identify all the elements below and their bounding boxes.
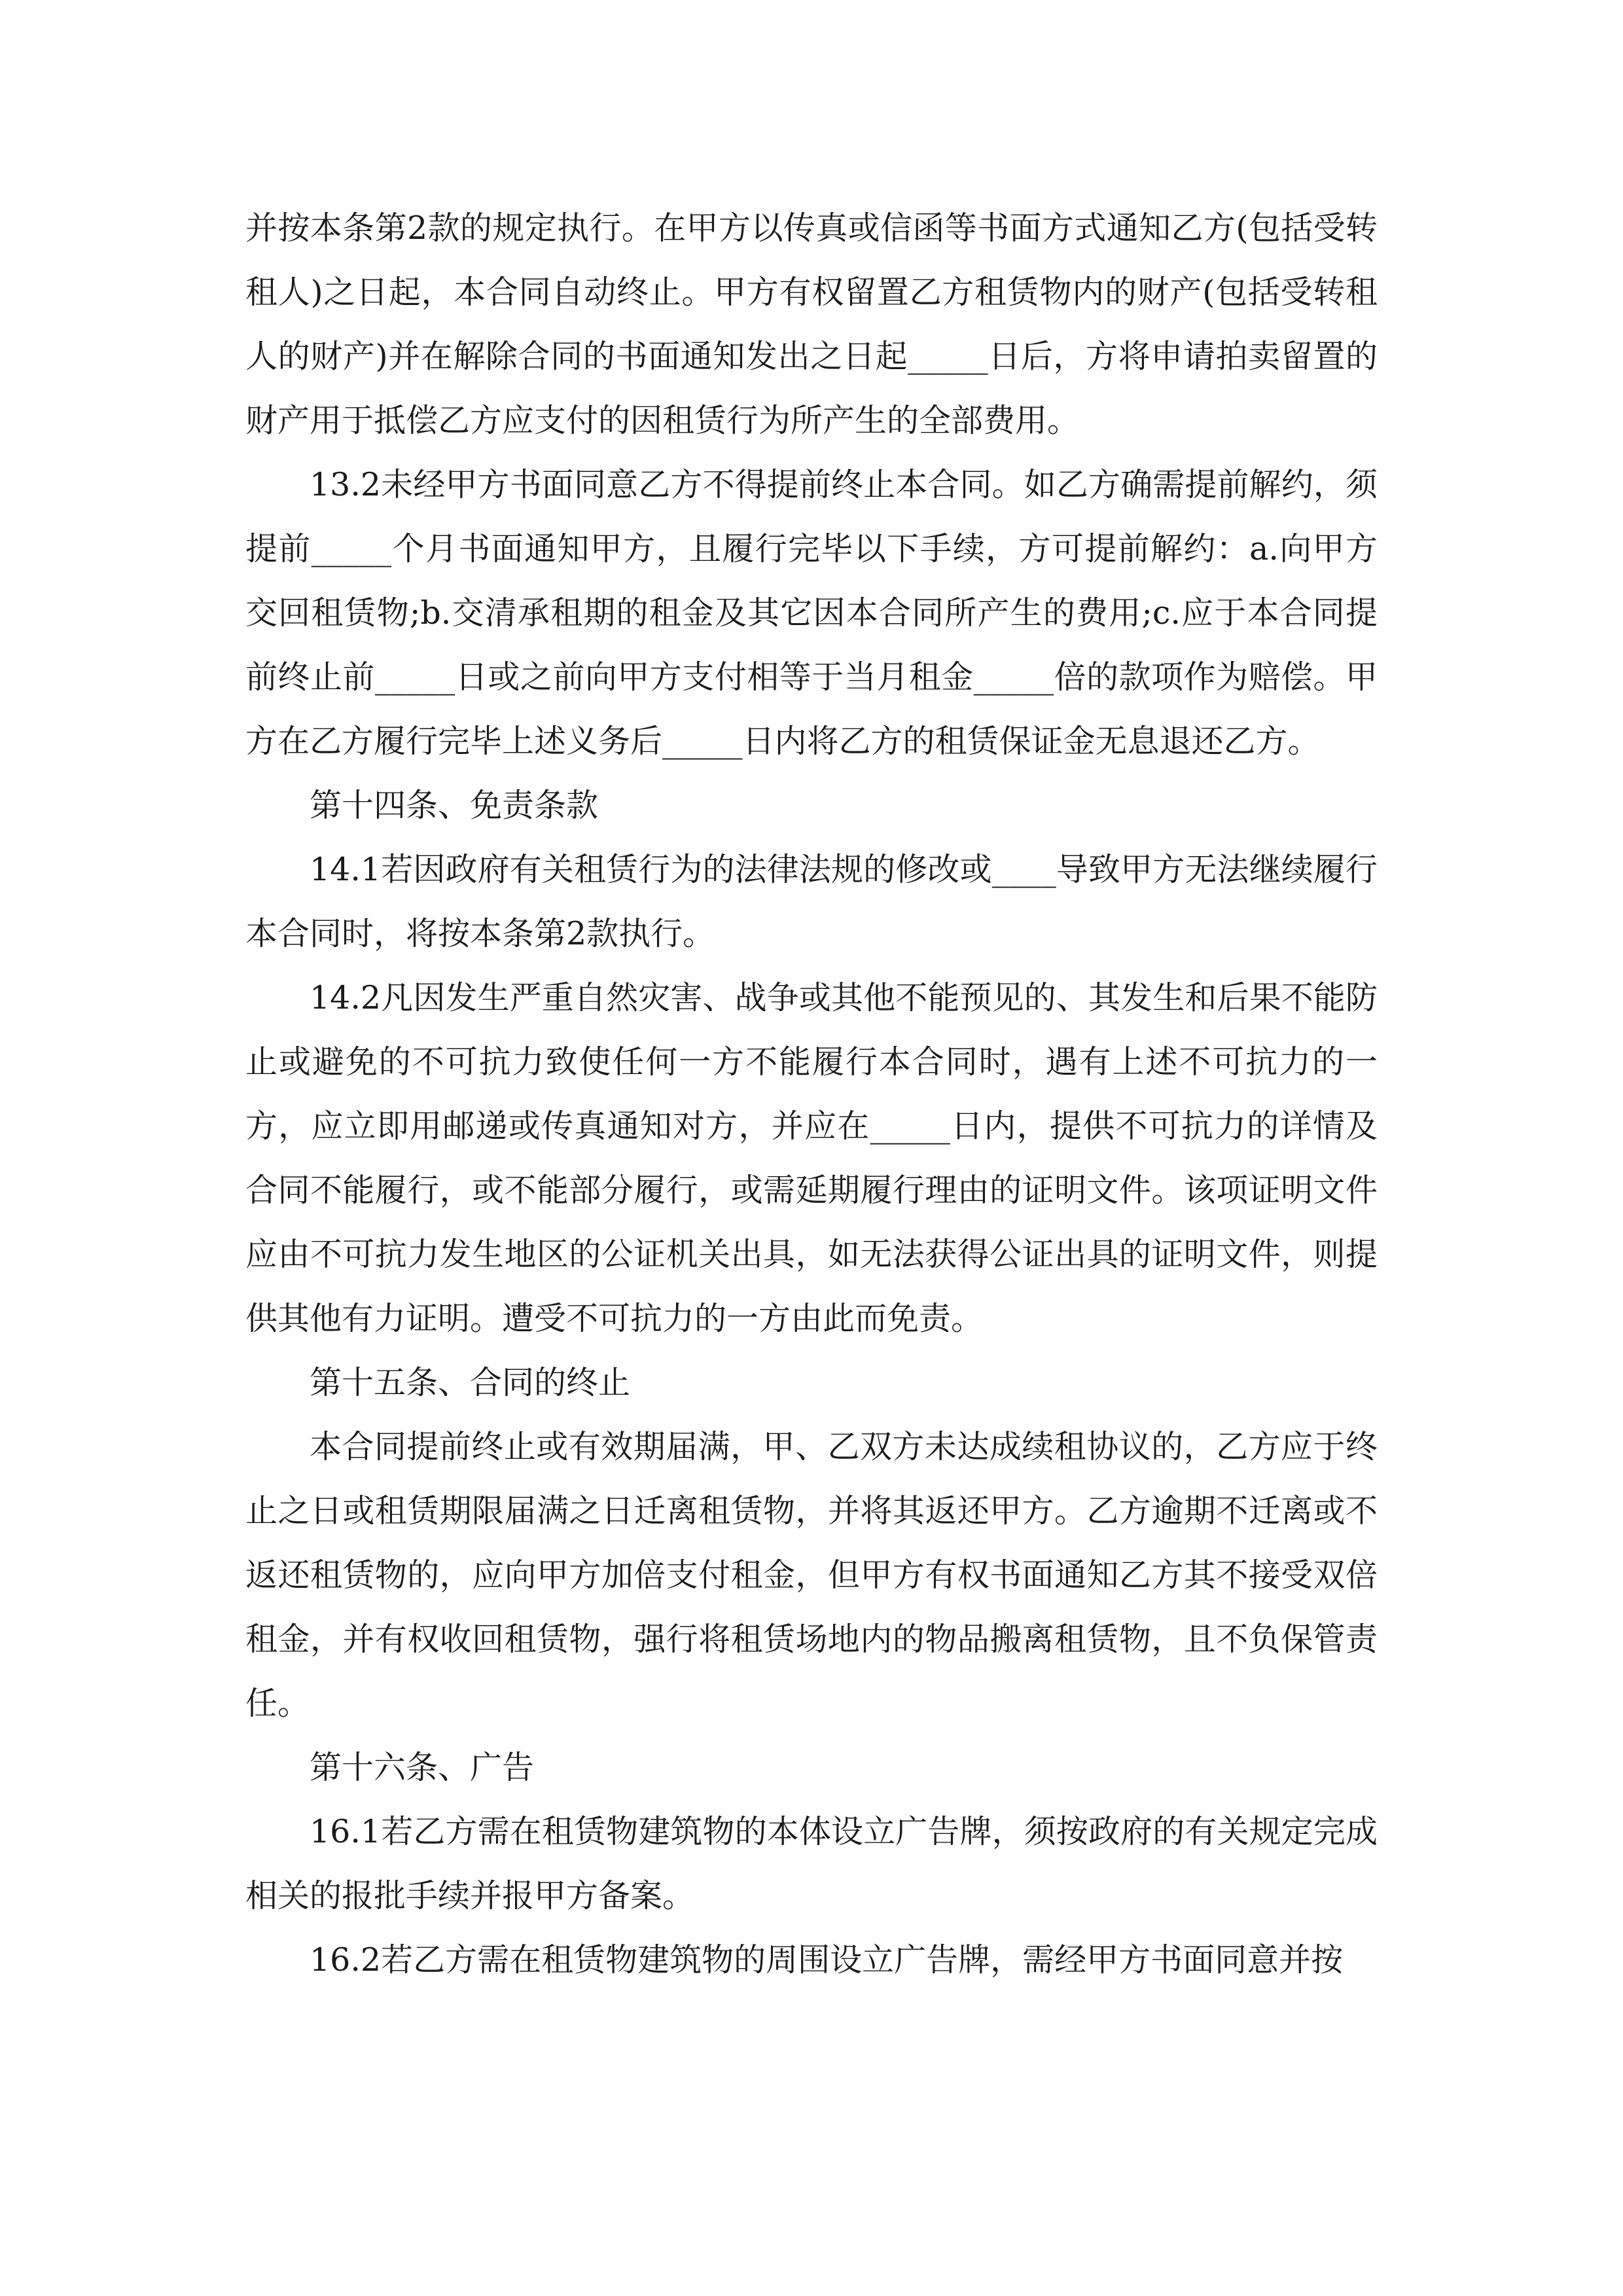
paragraph-15: 本合同提前终止或有效期届满，甲、乙双方未达成续租协议的，乙方应于终止之日或租赁期限届满之日迁离租赁物，并将其返还甲方。乙方逾期不迁离或不返还租赁物的，应向甲方加倍支付租金，但甲方有权书面通知乙方其不接受双倍租金，并有权收回租赁物，强行将租赁场地内的物品搬离租赁物，且不负保管责任。: [245, 1428, 1378, 1722]
heading-article-14: 第十四条、免责条款: [310, 787, 599, 824]
paragraph-16-1: 16.1若乙方需在租赁物建筑物的本体设立广告牌，须按政府的有关规定完成相关的报批手续并报甲方备案。: [245, 1813, 1378, 1914]
paragraph-13-2: 13.2未经甲方书面同意乙方不得提前终止本合同。如乙方确需提前解约，须提前_____个月书面通知甲方，且履行完毕以下手续，方可提前解约：a.向甲方交回租赁物;b.交清承租期的租金及其它因本合同所产生的费用;c.应于本合同提前终止前_____日或之前向甲方支付相等于当月租金_____倍的款项作为赔偿。甲方在乙方履行完毕上述义务后_____日内将乙方的租赁保证金无息退还乙方。: [245, 466, 1378, 760]
paragraph-14-1: 14.1若因政府有关租赁行为的法律法规的修改或____导致甲方无法继续履行本合同时，将按本条第2款执行。: [245, 851, 1378, 952]
heading-article-16: 第十六条、广告: [310, 1749, 535, 1786]
paragraph-16-2: 16.2若乙方需在租赁物建筑物的周围设立广告牌，需经甲方书面同意并按: [310, 1941, 1344, 1979]
paragraph-14-2: 14.2凡因发生严重自然灾害、战争或其他不能预见的、其发生和后果不能防止或避免的不可抗力致使任何一方不能履行本合同时，遇有上述不可抗力的一方，应立即用邮递或传真通知对方，并应在_____日内，提供不可抗力的详情及合同不能履行，或不能部分履行，或需延期履行理由的证明文件。该项证明文件应由不可抗力发生地区的公证机关出具，如无法获得公证出具的证明文件，则提供其他有力证明。遭受不可抗力的一方由此而免责。: [245, 979, 1378, 1337]
document-body: [245, 196, 1378, 1992]
heading-article-15: 第十五条、合同的终止: [310, 1364, 631, 1401]
paragraph-continuation: 并按本条第2款的规定执行。在甲方以传真或信函等书面方式通知乙方(包括受转租人)之日起，本合同自动终止。甲方有权留置乙方租赁物内的财产(包括受转租人的财产)并在解除合同的书面通知发出之日起_____日后，方将申请拍卖留置的财产用于抵偿乙方应支付的因租赁行为所产生的全部费用。: [245, 209, 1378, 439]
